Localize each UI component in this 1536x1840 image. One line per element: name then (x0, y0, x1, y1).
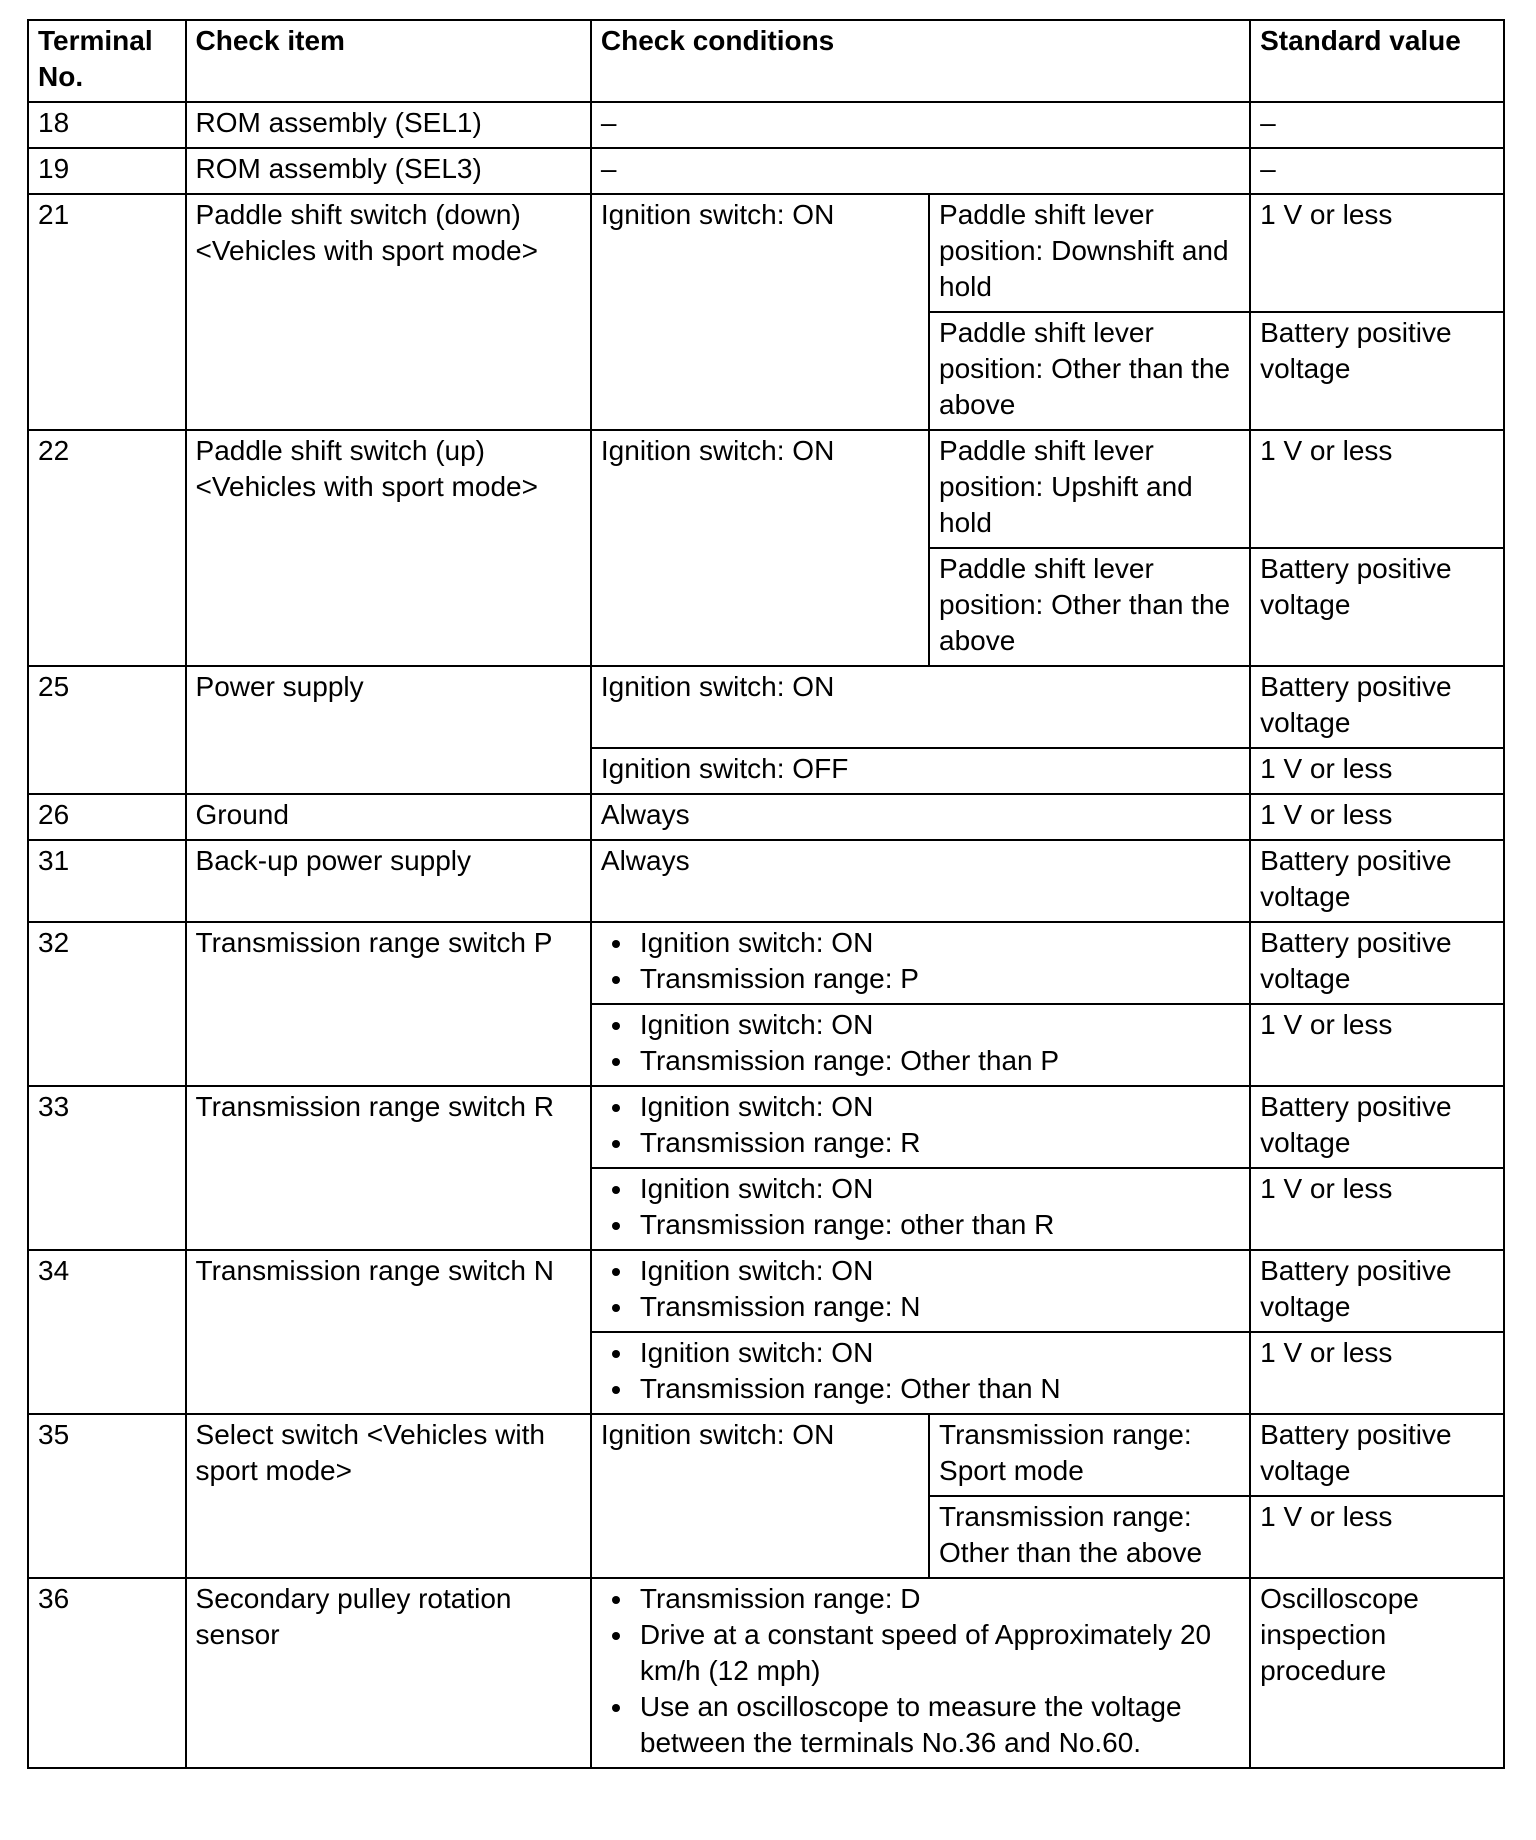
check-item-cell: ROM assembly (SEL1) (186, 102, 591, 148)
bullet-item: Transmission range: P (640, 961, 1241, 997)
check-condition-cell: Ignition switch: ON (591, 1414, 929, 1578)
table-body (28, 102, 1504, 1768)
check-item-cell: Paddle shift switch (down) <Vehicles with sport mode> (186, 194, 591, 430)
standard-value-cell: 1 V or less (1250, 1168, 1504, 1250)
check-condition-cell: Always (591, 794, 1250, 840)
check-condition-cell (591, 1578, 1250, 1768)
standard-value-cell: Battery positive voltage (1250, 1250, 1504, 1332)
check-item-cell: Transmission range switch P (186, 922, 591, 1086)
sub-condition-cell: Paddle shift lever position: Upshift and hold (929, 430, 1250, 548)
table-row (28, 194, 1504, 312)
standard-value-cell: 1 V or less (1250, 1332, 1504, 1414)
table-row (28, 148, 1504, 194)
check-item-cell: Select switch <Vehicles with sport mode> (186, 1414, 591, 1578)
table-row (28, 1086, 1504, 1168)
bullet-item: Transmission range: D (640, 1581, 1241, 1617)
table-row (28, 1250, 1504, 1332)
check-item-cell: Transmission range switch R (186, 1086, 591, 1250)
standard-value-cell: 1 V or less (1250, 194, 1504, 312)
terminal-no-cell: 31 (28, 840, 186, 922)
standard-value-cell: Battery positive voltage (1250, 922, 1504, 1004)
bullet-list (601, 1089, 1241, 1161)
check-condition-cell (591, 922, 1250, 1004)
sub-condition-cell: Transmission range: Other than the above (929, 1496, 1250, 1578)
check-condition-cell: Ignition switch: ON (591, 666, 1250, 748)
standard-value-cell: – (1250, 102, 1504, 148)
check-condition-cell: Ignition switch: OFF (591, 748, 1250, 794)
terminal-no-cell: 26 (28, 794, 186, 840)
terminal-no-cell: 22 (28, 430, 186, 666)
standard-value-cell: 1 V or less (1250, 794, 1504, 840)
table-row (28, 1414, 1504, 1496)
standard-value-cell: – (1250, 148, 1504, 194)
bullet-list (601, 1335, 1241, 1407)
check-item-cell: Secondary pulley rotation sensor (186, 1578, 591, 1768)
table-row (28, 794, 1504, 840)
bullet-item: Ignition switch: ON (640, 1171, 1241, 1207)
sub-condition-cell: Paddle shift lever position: Downshift and hold (929, 194, 1250, 312)
header-standard-value: Standard value (1250, 20, 1504, 102)
check-condition-cell (591, 1332, 1250, 1414)
terminal-no-cell: 19 (28, 148, 186, 194)
terminal-no-cell: 21 (28, 194, 186, 430)
check-item-cell: Paddle shift switch (up) <Vehicles with sport mode> (186, 430, 591, 666)
standard-value-cell: Battery positive voltage (1250, 840, 1504, 922)
check-condition-cell (591, 1086, 1250, 1168)
terminal-no-cell: 35 (28, 1414, 186, 1578)
header-check-item: Check item (186, 20, 591, 102)
terminal-check-table (27, 19, 1505, 1769)
standard-value-cell: Oscilloscope inspection procedure (1250, 1578, 1504, 1768)
sub-condition-cell: Paddle shift lever position: Other than the above (929, 548, 1250, 666)
check-item-cell: Power supply (186, 666, 591, 794)
bullet-item: Drive at a constant speed of Approximately 20 km/h (12 mph) (640, 1617, 1241, 1689)
bullet-item: Transmission range: Other than N (640, 1371, 1241, 1407)
bullet-item: Ignition switch: ON (640, 925, 1241, 961)
check-item-cell: Back-up power supply (186, 840, 591, 922)
check-condition-cell (591, 1168, 1250, 1250)
standard-value-cell: 1 V or less (1250, 430, 1504, 548)
bullet-item: Transmission range: N (640, 1289, 1241, 1325)
check-condition-cell (591, 1250, 1250, 1332)
bullet-item: Ignition switch: ON (640, 1335, 1241, 1371)
bullet-list (601, 925, 1241, 997)
check-item-cell: Ground (186, 794, 591, 840)
bullet-list (601, 1581, 1241, 1761)
bullet-list (601, 1171, 1241, 1243)
terminal-no-cell: 25 (28, 666, 186, 794)
sub-condition-cell: Paddle shift lever position: Other than the above (929, 312, 1250, 430)
bullet-item: Transmission range: other than R (640, 1207, 1241, 1243)
table-header-row (28, 20, 1504, 102)
check-item-cell: Transmission range switch N (186, 1250, 591, 1414)
table-row (28, 666, 1504, 748)
terminal-no-cell: 32 (28, 922, 186, 1086)
bullet-list (601, 1007, 1241, 1079)
table-row (28, 922, 1504, 1004)
terminal-no-cell: 33 (28, 1086, 186, 1250)
check-condition-cell: Ignition switch: ON (591, 430, 929, 666)
terminal-no-cell: 36 (28, 1578, 186, 1768)
bullet-item: Ignition switch: ON (640, 1089, 1241, 1125)
standard-value-cell: 1 V or less (1250, 1004, 1504, 1086)
bullet-item: Transmission range: R (640, 1125, 1241, 1161)
check-condition-cell: Always (591, 840, 1250, 922)
standard-value-cell: Battery positive voltage (1250, 1086, 1504, 1168)
standard-value-cell: Battery positive voltage (1250, 1414, 1504, 1496)
check-condition-cell: Ignition switch: ON (591, 194, 929, 430)
table-row (28, 1578, 1504, 1768)
check-item-cell: ROM assembly (SEL3) (186, 148, 591, 194)
table-row (28, 102, 1504, 148)
standard-value-cell: 1 V or less (1250, 748, 1504, 794)
bullet-item: Ignition switch: ON (640, 1007, 1241, 1043)
check-condition-cell: – (591, 148, 1250, 194)
bullet-item: Use an oscilloscope to measure the voltage between the terminals No.36 and No.60. (640, 1689, 1241, 1761)
standard-value-cell: 1 V or less (1250, 1496, 1504, 1578)
table-row (28, 840, 1504, 922)
check-condition-cell: – (591, 102, 1250, 148)
bullet-list (601, 1253, 1241, 1325)
standard-value-cell: Battery positive voltage (1250, 312, 1504, 430)
standard-value-cell: Battery positive voltage (1250, 548, 1504, 666)
header-terminal-no: Terminal No. (28, 20, 186, 102)
sub-condition-cell: Transmission range: Sport mode (929, 1414, 1250, 1496)
terminal-no-cell: 18 (28, 102, 186, 148)
standard-value-cell: Battery positive voltage (1250, 666, 1504, 748)
bullet-item: Transmission range: Other than P (640, 1043, 1241, 1079)
table-row (28, 430, 1504, 548)
terminal-no-cell: 34 (28, 1250, 186, 1414)
check-condition-cell (591, 1004, 1250, 1086)
header-check-conditions: Check conditions (591, 20, 1250, 102)
bullet-item: Ignition switch: ON (640, 1253, 1241, 1289)
